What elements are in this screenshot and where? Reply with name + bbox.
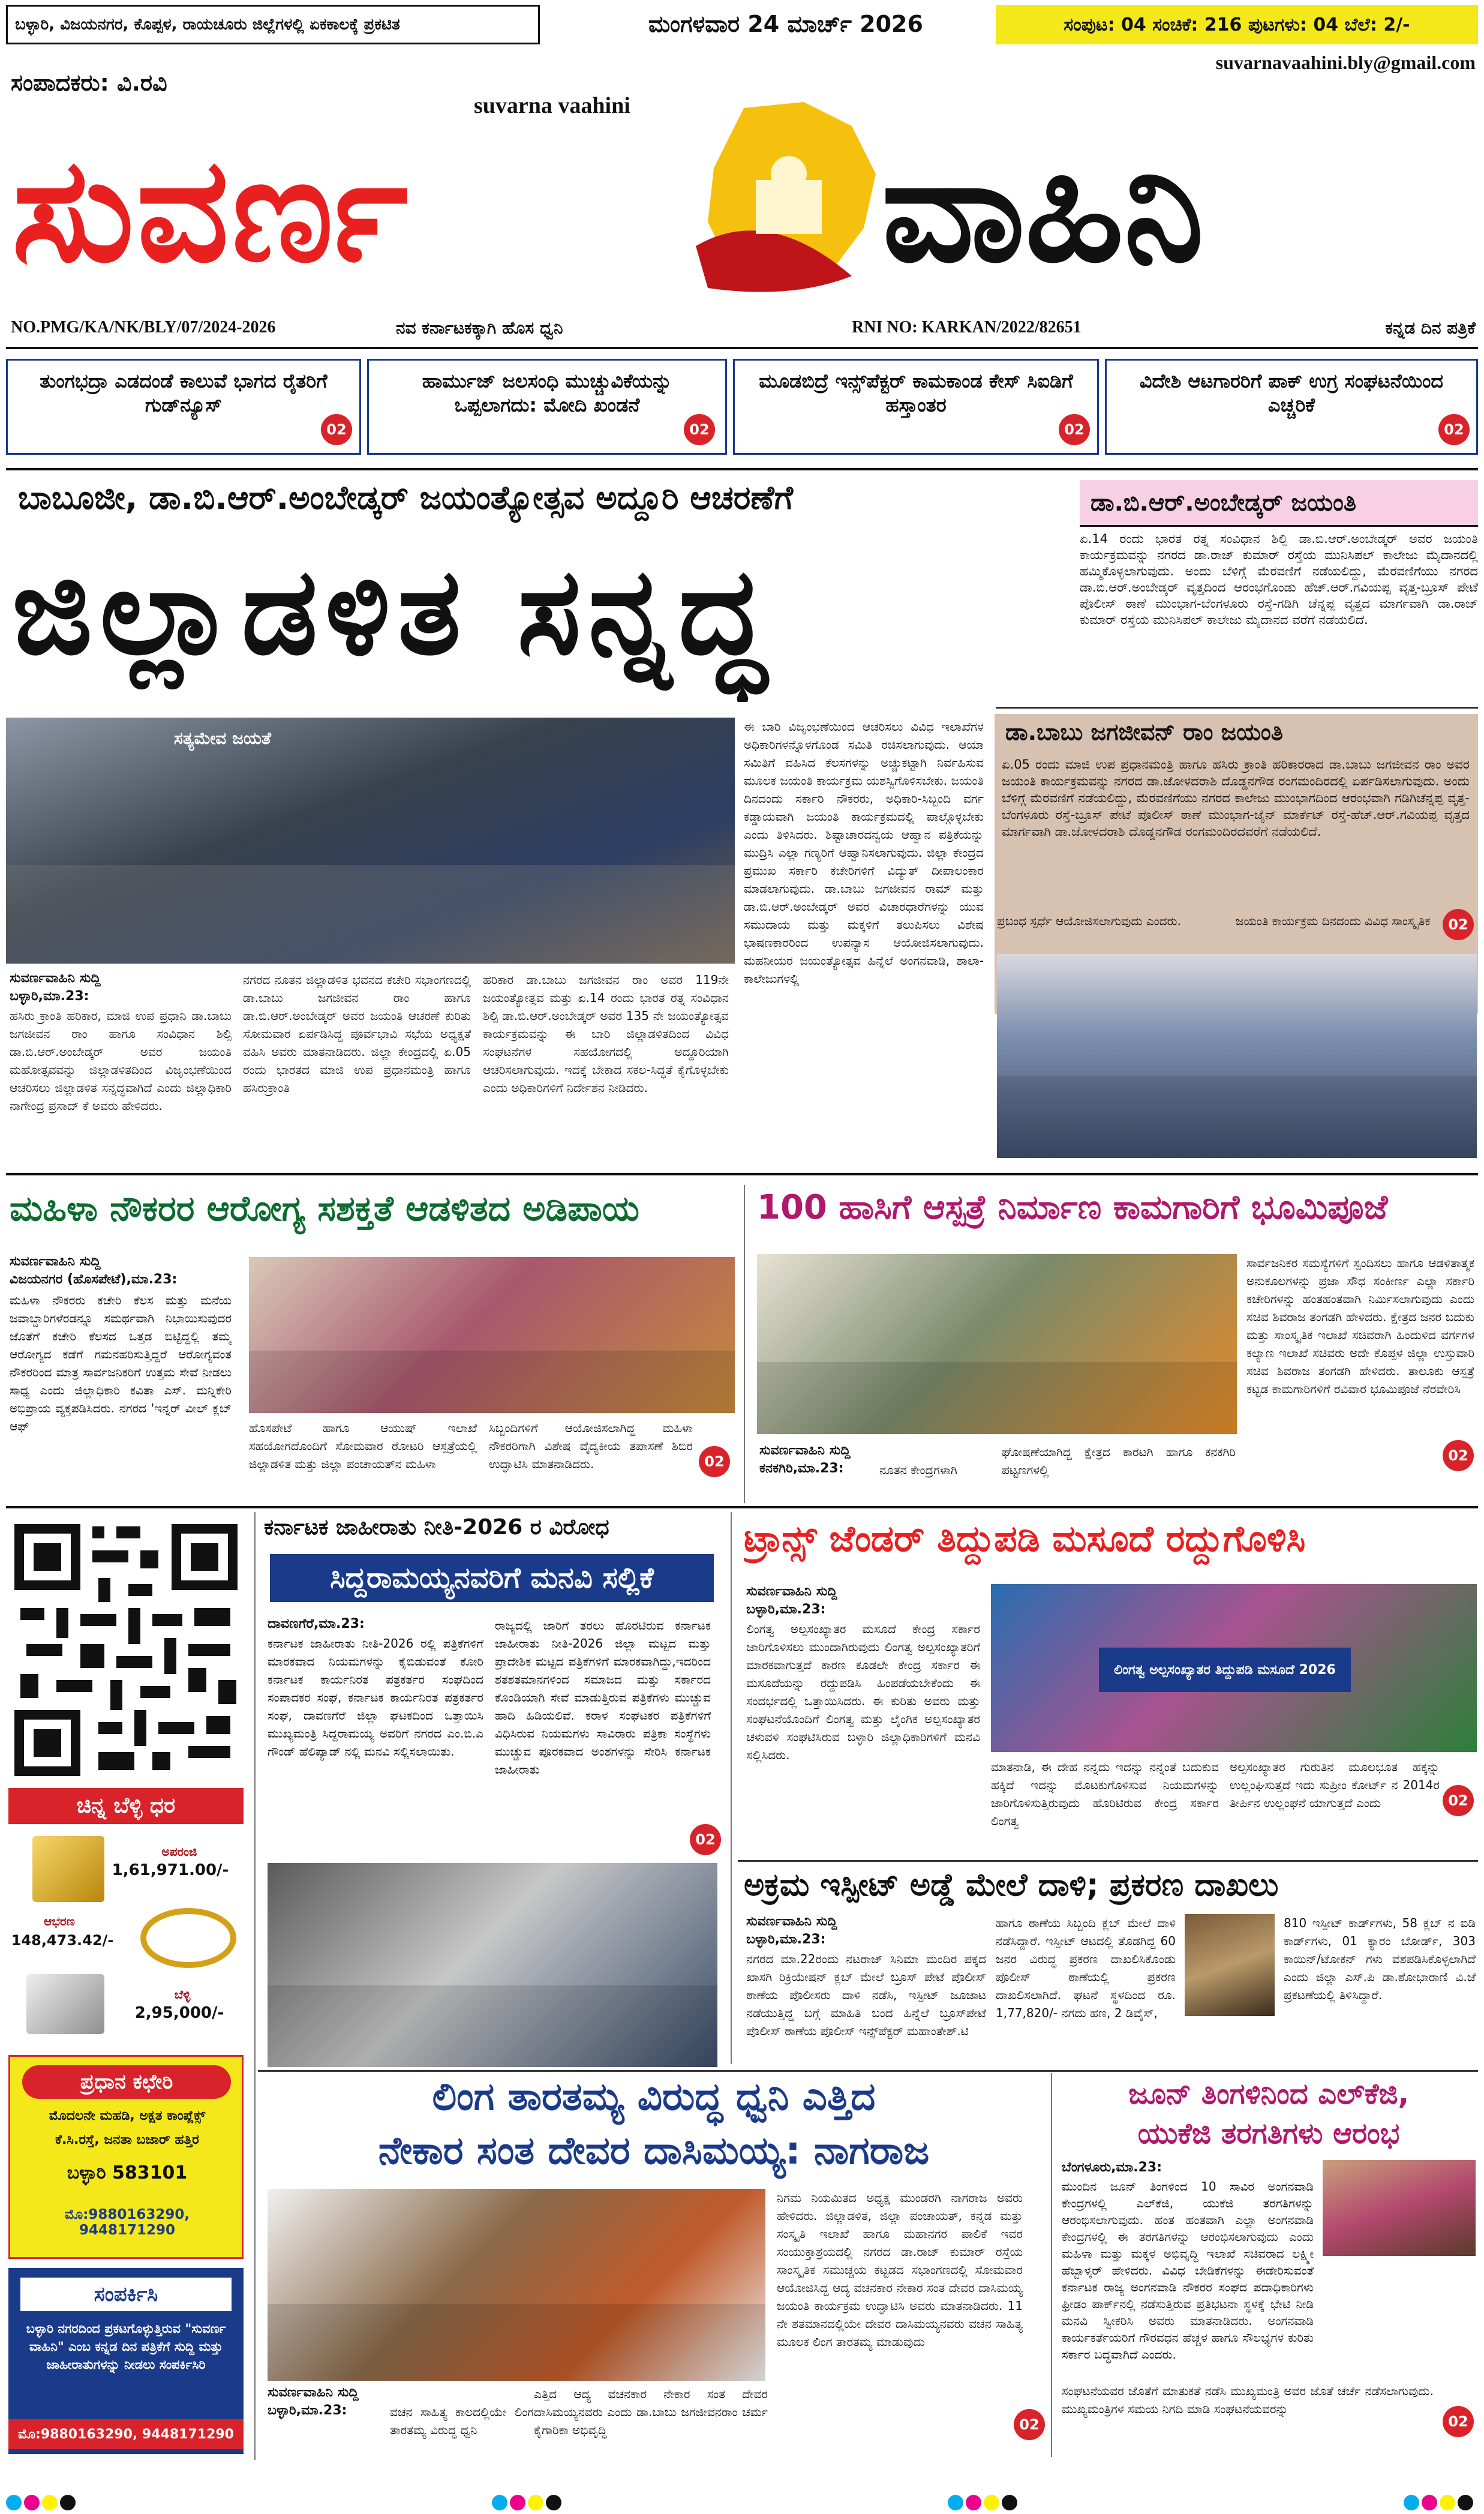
head-office-city: ಬಳ್ಳಾರಿ 583101 — [67, 2162, 188, 2183]
print-dot-yellow-2 — [528, 2495, 543, 2510]
hospital-col-1: ನೂತನ ಕೇಂದ್ರಗಳಾಗಿ — [879, 1463, 957, 1477]
masthead-title-left: ಸುವರ್ಣ — [12, 126, 411, 294]
lkg-headline-1: ಜೂನ್ ತಿಂಗಳಿನಿಂದ ಎಲ್‌ಕೆಜಿ, — [1128, 2077, 1409, 2111]
karnataka-col-1: ಕರ್ನಾಟಕ ಜಾಹೀರಾತು ನೀತಿ-2026 ರಲ್ಲಿ ಪತ್ರಿಕೆಗಳಿಗೆ ಮಾರಕವಾದ ನಿಯಮಗಳನ್ನು ಕೈಬಿಡುವಂತೆ ಕೋರಿ ಕರ್ನಾಟಕ ಕಾರ್ಯನಿರತ ಪತ್ರಕರ್ತರ ಸಂಘದಿಂದ ಸಂಪಾದಕರ ಸಂಘ, ಕರ್ನಾಟಕ ಕಾರ್ಯನಿರತ ಪತ್ರಕರ್ತರ ಸಂಘ, ದಾವಣಗೆರೆ ಜಿಲ್ಲಾ ಘಟಕದಿಂದ ಒತ್ತಾಯಿಸಿ ಮುಖ್ಯಮಂತ್ರಿ ಸಿದ್ದರಾಮಯ್ಯ ಅವರಿಗೆ ನಗರದ ಎಂ.ಬಿ.ಎ ಗೌಂಡ್ ಹೆಲಿಪ್ಯಾಡ್ ನಲ್ಲಿ ಮನವಿ ಸಲ್ಲಿಸಲಾಯಿತು. — [268, 1636, 483, 1759]
linga-headline-1: ಲಿಂಗ ತಾರತಮ್ಯ ವಿರುದ್ಧ ಧ್ವನಿ ಎತ್ತಿದ — [432, 2075, 876, 2119]
linga-col-2: ಎತ್ತಿದ ಆದ್ಯ ವಚನಕಾರ ನೇಕಾರ ಸಂತ ದೇವರ ದಾಸಿಮಯ್ಯನವರು ಎಂದು ಡಾ.ಬಾಬು ಜಗಜೀವನರಾಂ ಚರ್ಮ ಕೈಗಾರಿಕಾ ಅಭಿವೃದ್ಧಿ — [534, 2387, 768, 2437]
women-dateline: ವಿಜಯನಗರ (ಹೊಸಪೇಟೆ),ಮಾ.23: — [10, 1272, 178, 1287]
silver-label: ಬೆಳ್ಳಿ — [174, 1987, 191, 2002]
rni-number: RNI NO: KARKAN/2022/82651 — [852, 318, 1082, 337]
hospital-headline: 100 ಹಾಸಿಗೆ ಆಸ್ಪತ್ರೆ ನಿರ್ಮಾಣ ಕಾಮಗಾರಿಗೆ ಭೂಮಿಪೂಜೆ — [757, 1188, 1388, 1227]
women-col-1: ಮಹಿಳಾ ನೌಕರರು ಕಚೇರಿ ಕೆಲಸ ಮತ್ತು ಮನೆಯ ಜವಾಬ್ದಾರಿಗಳೆರಡನ್ನೂ ಸಮರ್ಥವಾಗಿ ನಿಭಾಯಿಸುವುದರ ಜೊತೆಗೆ ಕಚೇರಿ ಕೆಲಸದ ಒತ್ತಡ ಬಿಟ್ಟಿದ್ದಲ್ಲಿ ತಮ್ಮ ಆರೋಗ್ಯದ ಕಡೆಗೆ ಗಮನಹರಿಸುತ್ತಿದ್ದರೆ ಆರೋಗ್ಯವಂತ ನೌಕರರಿಂದ ಮಾತ್ರ ಸಾರ್ವಜನಿಕರಿಗೆ ಉತ್ತಮ ಸೇವೆ ನೀಡಲು ಸಾಧ್ಯ ಎಂದು ಜಿಲ್ಲಾಧಿಕಾರಿ ಕವಿತಾ ಎಸ್. ಮನ್ನಿಕೇರಿ ಅಭಿಪ್ರಾಯ ವ್ಯಕ್ತಪಡಿಸಿದರು. ನಗರದ 'ಇನ್ನರ್ ವೀಲ್ ಕ್ಲಬ್ ಆಫ್ — [10, 1293, 232, 1433]
print-dot-yellow-3 — [984, 2495, 999, 2510]
karnataka-col-2: ರಾಜ್ಯದಲ್ಲಿ ಜಾರಿಗೆ ತರಲು ಹೊರಟಿರುವ ಕರ್ನಾಟಕ ಜಾಹೀರಾತು ನೀತಿ-2026 ಜಿಲ್ಲಾ ಮಟ್ಟದ ಮತ್ತು ಪ್ರಾದೇಶಿಕ ಮಟ್ಟದ ಪತ್ರಿಕೆಗಳಿಗೆ ಮಾರಕವಾಗಿದ್ದು,ಇದರಿಂದ ಶತಶತಮಾನಗಳಿಂದ ಸಮಾಜದ ಮತ್ತು ಸರ್ಕಾರದ ಕೊಂಡಿಯಾಗಿ ಸೇವೆ ಮಾಡುತ್ತಿರುವ ಪತ್ರಿಕೆಗಳು ಮುಚ್ಚುವ ಹಾದಿ ಹಿಡಿಯಲಿವೆ. ಕರಾಳ ಸಂಘಟಕರ ಪತ್ರಿಕೆಗಳಿಗೆ ವಿಧಿಸಿರುವ ನಿಯಮಗಳು ಸಾವಿರಾರು ಪತ್ರಿಕಾ ಸಂಸ್ಥೆಗಳು ಮುಚ್ಚುವ ಪೂರಕವಾದ ಅಂಶಗಳನ್ನು ಸೇರಿಸಿ ಕರ್ನಾಟಕ ಜಾಹೀರಾತು — [495, 1618, 711, 1777]
raid-col-2: ಹಾಗೂ ಠಾಣೆಯ ಸಿಬ್ಬಂದಿ ಕ್ಲಬ್ ಮೇಲೆ ದಾಳಿ ನಡೆಸಿದ್ದಾರೆ. ಇಸ್ಪೀಟ್ ಆಟದಲ್ಲಿ ತೊಡಗಿದ್ದ 60 ಜನರ ವಿರುದ್ಧ ಪ್ರಕರಣ ದಾಖಲಿಸಿಕೊಂಡು ಪೊಲೀಸ್ ಠಾಣೆಯಲ್ಲಿ ಪ್ರಕರಣ ದಾಖಲಿಸಲಾಗಿದೆ. ಘಟನೆ ಸ್ಥಳದಿಂದ ರೂ. 1,77,820/- ನಗದು ಹಣ, 2 ಡಿವೈಸ್, — [996, 1916, 1176, 2020]
daily-label: ಕನ್ನಡ ದಿನ ಪತ್ರಿಕೆ — [1385, 318, 1476, 338]
raid-sp-photo — [1185, 1914, 1275, 2016]
women-photo — [249, 1257, 735, 1413]
transgender-photo-banner: ಲಿಂಗತ್ವ ಅಲ್ಪಸಂಖ್ಯಾತರ ತಿದ್ದುಪಡಿ ಮಸೂದೆ 2026 — [1099, 1648, 1351, 1692]
women-headline: ಮಹಿಳಾ ನೌಕರರ ಆರೋಗ್ಯ ಸಶಕ್ತತೆ ಆಡಳಿತದ ಅಡಿಪಾಯ — [10, 1188, 639, 1229]
lead-kicker: ಬಾಬೂಜೀ, ಡಾ.ಬಿ.ಆರ್.ಅಂಬೇಡ್ಕರ್ ಜಯಂತ್ಯೋತ್ಸವ ಅದ್ದೂರಿ ಆಚರಣೆಗೆ — [18, 479, 794, 517]
lead-col-3: ಹರಿಕಾರ ಡಾ.ಬಾಬು ಜಗಜೀವನ ರಾಂ ಅವರ 119ನೇ ಜಯಂತ್ಯೋತ್ಸವ ಮತ್ತು ಏ.14 ರಂದು ಭಾರತ ರತ್ನ ಸಂವಿಧಾನ ಶಿಲ್ಪಿ ಡಾ.ಬಿ.ಆರ್.ಅಂಬೇಡ್ಕರ್ ಅವರ 135 ನೇ ಜಯಂತ್ಯೋತ್ಸವ ಕಾರ್ಯಕ್ರಮವನ್ನು ಈ ಬಾರಿ ಜಿಲ್ಲಾಡಳಿತದಿಂದ ವಿವಿಧ ಸಂಘಟನೆಗಳ ಸಹಯೋಗದಲ್ಲಿ ಅದ್ದೂರಿಯಾಗಿ ಆಚರಿಸಲಾಗುವುದು. ಇದಕ್ಕೆ ಬೇಕಾದ ಸಕಲ-ಸಿದ್ಧತೆ ಕೈಗೊಳ್ಳಬೇಕು ಎಂದು ಅಧಿಕಾರಿಗಳಿಗೆ ನಿರ್ದೇಶನ ನೀಡಿದರು. — [483, 973, 729, 1095]
lead-photo-audience — [997, 954, 1477, 1158]
lead-dateline: ಬಳ್ಳಾರಿ,ಮಾ.23: — [10, 989, 89, 1004]
lkg-col-2: ಸಂಘಟನೆಯವರ ಜೊತೆಗೆ ಮಾತುಕತೆ ನಡೆಸಿ ಮುಖ್ಯಮಂತ್ರಿ ಅವರ ಜೊತೆ ಚರ್ಚೆ ನಡೆಸಲಾಗುವುದು. ಮುಖ್ಯಮಂತ್ರಿಗಳ ಸಮಯ ನಿಗದಿ ಮಾಡಿ ಸಂಘಟನೆಯವರನ್ನು — [1062, 2384, 1434, 2416]
print-dot-cyan-2 — [492, 2495, 507, 2510]
karnataka-kicker: ಕರ್ನಾಟಕ ಜಾಹೀರಾತು ನೀತಿ-2026 ರ ವಿರೋಧ — [264, 1515, 609, 1540]
silver-price: 2,95,000/- — [134, 2004, 224, 2022]
transgender-photo — [991, 1584, 1477, 1752]
email: suvarnavaahini.bly@gmail.com — [1215, 52, 1476, 73]
lead-headline: ಜಿಲ್ಲಾಡಳಿತ ಸನ್ನದ್ಧ — [12, 542, 773, 682]
jagjivan-box-title: ಡಾ.ಬಾಬು ಜಗಜೀವನ್ ರಾಂ ಜಯಂತಿ — [1005, 719, 1283, 745]
raid-dateline: ಬಳ್ಳಾರಿ,ಮಾ.23: — [746, 1932, 826, 1947]
print-dot-cyan-3 — [948, 2495, 963, 2510]
lead-col-1: ಹಸಿರು ಕ್ರಾಂತಿ ಹರಿಕಾರ, ಮಾಜಿ ಉಪ ಪ್ರಧಾನಿ ಡಾ.ಬಾಬು ಜಗಜೀವನ ರಾಂ ಹಾಗೂ ಸಂವಿಧಾನ ಶಿಲ್ಪಿ ಡಾ.ಬಿ.ಆರ್.ಅಂಬೇಡ್ಕರ್ ಅವರ ಜಯಂತಿ ಮಹೋತ್ಸವವನ್ನು ಜಿಲ್ಲಾಡಳಿತದಿಂದ ವಿಜೃಂಭಣೆಯಿಂದ ಆಚರಿಸಲು ಜಿಲ್ಲಾಡಳಿತ ಸನ್ನದ್ಧವಾಗಿದೆ ಎಂದು ಜಿಲ್ಲಾಧಿಕಾರಿ ನಾಗೇಂದ್ರ ಪ್ರಸಾದ್ ಕೆ ಅವರು ಹೇಳಿದರು. — [10, 1009, 232, 1113]
editor-name: ಸಂಪಾದಕರು: ವಿ.ರವಿ — [11, 70, 167, 96]
lead-col-2: ನಗರದ ನೂತನ ಜಿಲ್ಲಾಡಳಿತ ಭವನದ ಕಚೇರಿ ಸಭಾಂಗಣದಲ್ಲಿ ಡಾ.ಬಾಬು ಜಗಜೀವನ ರಾಂ ಹಾಗೂ ಡಾ.ಬಿ.ಆರ್.ಅಂಬೇಡ್ಕರ್ ಅವರ ಜಯಂತಿ ಆಚರಣೆ ಕುರಿತು ಸೋಮವಾರ ಏರ್ಪಡಿಸಿದ್ದ ಪೂರ್ವಭಾವಿ ಸಭೆಯ ಅಧ್ಯಕ್ಷತೆ ವಹಿಸಿ ಅವರು ಮಾತನಾಡಿದರು. ಜಿಲ್ಲಾ ಕೇಂದ್ರದಲ್ಲಿ ಏ.05 ರಂದು ಭಾರತದ ಮಾಜಿ ಉಪ ಪ್ರಧಾನಮಂತ್ರಿ ಹಾಗೂ ಹಸಿರುಕ್ರಾಂತಿ — [243, 973, 471, 1095]
print-dot-black-3 — [1002, 2495, 1017, 2510]
hospital-photo — [757, 1254, 1237, 1434]
districts-text: ಬಳ್ಳಾರಿ, ವಿಜಯನಗರ, ಕೊಪ್ಪಳ, ರಾಯಚೂರು ಜಿಲ್ಲೆಗಳಲ್ಲಿ ಏಕಕಾಲಕ್ಕೆ ಪ್ರಕಟಿತ — [15, 15, 400, 34]
contact-title: ಸಂಪರ್ಕಿಸಿ — [20, 2278, 232, 2311]
gold-price: 1,61,971.00/- — [112, 1861, 229, 1879]
print-dot-black-4 — [1458, 2495, 1473, 2510]
lead-photo-banner: ಸತ್ಯಮೇವ ಜಯತೆ — [174, 728, 271, 748]
gold-label: ಅಪರಂಜಿ — [161, 1844, 197, 1859]
postal-reg: NO.PMG/KA/NK/BLY/07/2024-2026 — [11, 318, 276, 337]
silver-bar-icon — [26, 1974, 104, 2034]
gold-silver-rates — [8, 1824, 244, 2052]
raid-col-3: 810 ಇಸ್ಪೀಟ್ ಕಾರ್ಡ್‌ಗಳು, 58 ಕ್ಲಬ್ ನ ಐಡಿ ಕಾರ್ಡ್‌ಗಳು, 01 ಕ್ಯಾರಂ ಬೋರ್ಡ್, 303 ಕಾಯಿನ್/ಟೋಕನ್ ಗಳು ವಶಪಡಿಸಿಕೊಳ್ಳಲಾಗಿದೆ ಎಂದು ಜಿಲ್ಲಾ ಎಸ್.ಪಿ ಡಾ.ಶೋಭಾರಾಣಿ ವಿ.ಜೆ ಪ್ರಕಟಣೆಯಲ್ಲಿ ತಿಳಿಸಿದ್ದಾರೆ. — [1284, 1916, 1476, 2002]
linga-headline-2: ನೇಕಾರ ಸಂತ ದೇವರ ದಾಸಿಮಯ್ಯ: ನಾಗರಾಜ — [378, 2129, 930, 2173]
linga-photo — [268, 2189, 765, 2381]
hospital-col-2: ಘೋಷಣೆಯಾಗಿದ್ದ ಕ್ಷೇತ್ರದ ಕಾರಟಗಿ ಹಾಗೂ ಕನಕಗಿರಿ ಪಟ್ಟಣಗಳಲ್ಲಿ — [1002, 1445, 1236, 1477]
head-office-phone: ಮೊ:9880163290, 9448171290 — [64, 2207, 190, 2238]
women-col-3: ಸಿಬ್ಬಂದಿಗಳಿಗೆ ಆಯೋಜಿಸಲಾಗಿದ್ದ ಮಹಿಳಾ ನೌಕರರಿಗಾಗಿ ವಿಶೇಷ ವೈದ್ಯಕೀಯ ತಪಾಸಣೆ ಶಿಬಿರ ಉದ್ಘಾಟಿಸಿ ಮಾತನಾಡಿದರು. — [489, 1421, 693, 1471]
print-dot-cyan — [6, 2495, 22, 2510]
hospital-page-badge: 02 — [1443, 1440, 1474, 1471]
hospital-byline: ಸುವರ್ಣವಾಹಿನಿ ಸುದ್ದಿ — [759, 1443, 851, 1458]
teaser-3-page-badge: 02 — [1059, 414, 1090, 445]
lead-col-4: ಈ ಬಾರಿ ವಿಜೃಂಭಣೆಯಿಂದ ಆಚರಿಸಲು ವಿವಿಧ ಇಲಾಖೆಗಳ ಅಧಿಕಾರಿಗಳನ್ನೊಳಗೊಂಡ ಸಮಿತಿ ರಚಿಸಲಾಗುವುದು. ಆಯಾ ಸಮಿತಿಗೆ ವಹಿಸಿದ ಕೆಲಸಗಳನ್ನು ಅಚ್ಚುಕಟ್ಟಾಗಿ ನಿರ್ವಹಿಸುವ ಮೂಲಕ ಜಯಂತಿ ಕಾರ್ಯಕ್ರಮ ಯಶಸ್ವಿಗೊಳಿಸಬೇಕು. ಜಯಂತಿ ದಿನದಂದು ಸರ್ಕಾರಿ ನೌಕರರು, ಅಧಿಕಾರಿ-ಸಿಬ್ಬಂದಿ ವರ್ಗ ಕಡ್ಡಾಯವಾಗಿ ಜಯಂತಿ ಕಾರ್ಯಕ್ರಮದಲ್ಲಿ ಪಾಲ್ಗೊಳ್ಳಬೇಕು ಎಂದು ತಿಳಿಸಿದರು. ಶಿಷ್ಟಾಚಾರದನ್ವಯ ಆಹ್ವಾನ ಪತ್ರಿಕೆಯನ್ನು ಮುದ್ರಿಸಿ ಎಲ್ಲಾ ಗಣ್ಯರಿಗೆ ಆಹ್ವಾನಿಸಲಾಗುವುದು. ಜಿಲ್ಲಾ ಕೇಂದ್ರದ ಪ್ರಮುಖ ಸರ್ಕಾರಿ ಕಚೇರಿಗಳಿಗೆ ವಿದ್ಯುತ್ ದೀಪಾಲಂಕಾರ ಮಾಡಲಾಗುವುದು. ಡಾ.ಬಾಬು ಜಗಜೀವನ ರಾಮ್ ಮತ್ತು ಡಾ.ಬಿ.ಆರ್.ಅಂಬೇಡ್ಕರ್ ಅವರ ವಿಚಾರಧಾರೆಗಳನ್ನು ಯುವ ಸಮುದಾಯ ಮತ್ತು ಮಕ್ಕಳಿಗೆ ತಲುಪಿಸಲು ವಿಶೇಷ ಭಾಷಣಕಾರರಿಂದ ಉಪನ್ಯಾಸ ಆಯೋಜಿಸಲಾಗುವುದು. ಮಹನೀಯರ ಜಯಂತ್ಯೋತ್ಸವ ಹಿನ್ನೆಲೆ ಅಂಗನವಾಡಿ, ಶಾಲಾ-ಕಾಲೇಜುಗಳಲ್ಲಿ — [744, 719, 984, 986]
print-dot-magenta-2 — [510, 2495, 525, 2510]
linga-col-1: ವಚನ ಸಾಹಿತ್ಯ ಕಾಲದಲ್ಲಿಯೇ ಲಿಂಗ ತಾರತಮ್ಯ ವಿರುದ್ಧ ಧ್ವನಿ — [390, 2405, 534, 2437]
transgender-dateline: ಬಳ್ಳಾರಿ,ಮಾ.23: — [746, 1602, 826, 1617]
head-office-title: ಪ್ರಧಾನ ಕಛೇರಿ — [22, 2065, 231, 2099]
karnataka-dateline: ದಾವಣಗೆರೆ,ಮಾ.23: — [268, 1616, 365, 1631]
districts-box — [6, 5, 540, 44]
print-dot-yellow — [42, 2495, 58, 2510]
ambedkar-box-title: ಡಾ.ಬಿ.ಆರ್.ಅಂಬೇಡ್ಕರ್ ಜಯಂತಿ — [1080, 480, 1478, 527]
transgender-byline: ಸುವರ್ಣವಾಹಿನಿ ಸುದ್ದಿ — [746, 1584, 837, 1599]
teaser-4-page-badge: 02 — [1438, 414, 1470, 445]
jagjivan-box-text: ಏ.05 ರಂದು ಮಾಜಿ ಉಪ ಪ್ರಧಾನಮಂತ್ರಿ ಹಾಗೂ ಹಸಿರು ಕ್ರಾಂತಿ ಹರಿಕಾರರಾದ ಡಾ.ಬಾಬು ಜಗಜೀವನ ರಾಂ ಅವರ ಜಯಂತಿ ಕಾರ್ಯಕ್ರಮವನ್ನು ನಗರದ ಡಾ.ಜೋಳದರಾಶಿ ದೊಡ್ಡನಗೌಡ ರಂಗಮಂದಿರದಲ್ಲಿ ಏರ್ಪಡಿಸಲಾಗುವುದು. ಅಂದು ಬೆಳಿಗ್ಗೆ ಮೆರವಣಿಗೆ ನಡೆಯಲಿದ್ದು, ಮೆರವಣಿಗೆಯು ನಗರದ ಕಾಲೇಜು ಮುಂಭಾಗದಿಂದ ಆರಂಭವಾಗಿ ಗಡಿಗಿಚೆನ್ನಪ್ಪ ವೃತ್ತ-ಬೆಂಗಳೂರು ರಸ್ತೆ-ಬ್ರೂಸ್ ಪೇಟೆ ಪೊಲೀಸ್ ಠಾಣೆ ಮುಂಭಾಗ-ಜೈನ್ ಮಾರ್ಕೆಟ್ ರಸ್ತೆ-ಹೆಚ್.ಆರ್.ಗವಿಯಪ್ಪ ವೃತ್ತದ ಮಾರ್ಗವಾಗಿ ಡಾ.ಜೋಳದರಾಶಿ ದೊಡ್ಡನಗೌಡ ರಂಗಮಂದಿರದವರೆಗೆ ನಡೆಯಲಿದೆ. — [1002, 757, 1470, 839]
women-page-badge: 02 — [699, 1446, 730, 1477]
raid-headline: ಅಕ್ರಮ ಇಸ್ಪೀಟ್ ಅಡ್ಡೆ ಮೇಲೆ ದಾಳಿ; ಪ್ರಕರಣ ದಾಖಲು — [744, 1867, 1279, 1903]
gold-bar-icon — [32, 1836, 104, 1902]
karnataka-map-logo — [672, 96, 900, 300]
tagline: ನವ ಕರ್ನಾಟಕಕ್ಕಾಗಿ ಹೊಸ ಧ್ವನಿ — [396, 318, 563, 338]
qr-code[interactable] — [8, 1518, 244, 1782]
teaser-1[interactable]: ತುಂಗಭದ್ರಾ ಎಡದಂಡೆ ಕಾಲುವೆ ಭಾಗದ ರೈತರಿಗೆ ಗುಡ್‌ನ್ಯೂಸ್ — [6, 359, 361, 455]
print-dot-yellow-4 — [1440, 2495, 1455, 2510]
linga-page-badge: 02 — [1014, 2409, 1045, 2440]
issue-date: ಮಂಗಳವಾರ 24 ಮಾರ್ಚ್ 2026 — [648, 10, 923, 37]
issue-info: ಸಂಪುಟ: 04 ಸಂಚಿಕೆ: 216 ಪುಟಗಳು: 04 ಬೆಲೆ: 2/- — [996, 5, 1478, 44]
raid-col-1: ನಗರದ ಮಾ.22ರಂದು ನಟರಾಜ್ ಸಿನಿಮಾ ಮಂದಿರ ಪಕ್ಕದ ಖಾಸಗಿ ರಿಕ್ರಿಯೇಷನ್ ಕ್ಲಬ್ ಮೇಲೆ ಬ್ರೂಸ್ ಪೇಟೆ ಪೊಲೀಸ್ ಠಾಣೆಯ ಪೊಲೀಸರು ದಾಳಿ ನಡೆಸಿ, ಇಸ್ಪೀಟ್ ಜೂಜಾಟ ನಡೆಯುತ್ತಿದ್ದ ಬಗ್ಗೆ ಮಾಹಿತಿ ಬಂದ ಹಿನ್ನೆಲೆ ಬ್ರೂಸ್‌ಪೇಟೆ ಪೊಲೀಸ್ ಠಾಣೆಯ ಪೊಲೀಸ್ ಇನ್ಸ್‌ಪೆಕ್ಟರ್ ಮಹಾಂತೇಶ್.ಟಿ — [746, 1952, 986, 2038]
karnataka-page-badge: 02 — [690, 1824, 721, 1855]
lead-photo-meeting — [6, 718, 735, 964]
lkg-headline-2: ಯುಕೆಜಿ ತರಗತಿಗಳು ಆರಂಭ — [1137, 2117, 1400, 2150]
ornament-label: ಆಭರಣ — [44, 1914, 75, 1928]
brand-english: suvarna vaahini — [474, 93, 630, 118]
contact-phone: ಮೊ:9880163290, 9448171290 — [8, 2419, 244, 2449]
teaser-4[interactable]: ವಿದೇಶಿ ಆಟಗಾರರಿಗೆ ಪಾಕ್ ಉಗ್ರ ಸಂಘಟನೆಯಿಂದ ಎಚ್ಚರಿಕೆ — [1105, 359, 1478, 455]
print-dot-magenta-3 — [966, 2495, 981, 2510]
teaser-3[interactable]: ಮೂಡಬಿದ್ರೆ ಇನ್ಸ್‌ಪೆಕ್ಟರ್ ಕಾಮಕಾಂಡ ಕೇಸ್ ಸಿಐಡಿಗೆ ಹಸ್ತಾಂತರ — [733, 359, 1099, 455]
raid-byline: ಸುವರ್ಣವಾಹಿನಿ ಸುದ್ದಿ — [746, 1914, 837, 1929]
contact-ad — [8, 2268, 244, 2454]
women-col-2: ಹೊಸಪೇಟೆ ಹಾಗೂ ಆಯುಷ್ ಇಲಾಖೆ ಸಹಯೋಗದೊಂದಿಗೆ ಸೋಮವಾರ ರೋಟರಿ ಆಸ್ಪತ್ರೆಯಲ್ಲಿ ಜಿಲ್ಲಾಡಳಿತ ಮತ್ತು ಜಿಲ್ಲಾ ಪಂಚಾಯತ್‌ನ ಮಹಿಳಾ — [249, 1421, 477, 1471]
print-dot-black-2 — [546, 2495, 561, 2510]
head-office-addr1: ಮೊದಲನೇ ಮಹಡಿ, ಅಕ್ಷತ ಕಾಂಪ್ಲೆಕ್ಸ್ — [49, 2108, 206, 2123]
lead-col-5: ಪ್ರಬಂಧ ಸ್ಪರ್ಧೆ ಆಯೋಜಿಸಲಾಗುವುದು ಎಂದರು. — [997, 914, 1181, 928]
gold-bangle-icon — [140, 1908, 236, 1968]
gold-silver-title: ಚಿನ್ನ ಬೆಳ್ಳಿ ಧರ — [8, 1788, 244, 1824]
ornament-price: 148,473.42/- — [11, 1932, 114, 1949]
lkg-page-badge: 02 — [1443, 2406, 1474, 2437]
print-dot-black — [60, 2495, 76, 2510]
ambedkar-box-text: ಏ.14 ರಂದು ಭಾರತ ರತ್ನ ಸಂವಿಧಾನ ಶಿಲ್ಪಿ ಡಾ.ಬಿ.ಆರ್.ಅಂಬೇಡ್ಕರ್ ಅವರ ಜಯಂತಿ ಕಾರ್ಯಕ್ರಮವನ್ನು ನಗರದ ಡಾ.ರಾಜ್ ಕುಮಾರ್ ರಸ್ತೆಯ ಮುನಿಸಿಪಲ್ ಕಾಲೇಜು ಮೈದಾನದಲ್ಲಿ ಹಮ್ಮಿಕೊಳ್ಳಲಾಗುವುದು. ಅಂದು ಬೆಳಿಗ್ಗೆ ಮೆರವಣಿಗೆ ನಡೆಯಲಿದ್ದು, ಮೆರವಣಿಗೆಯು ನಗರದ ಡಾ.ಬಿ.ಆರ್.ಅಂಬೇಡ್ಕರ್ ವೃತ್ತದಿಂದ ಆರಂಭಗೊಂಡು ಹೆಚ್.ಆರ್.ಗವಿಯಪ್ಪ ವೃತ್ತ-ಬ್ರೂಸ್ ಪೇಟೆ ಪೊಲೀಸ್ ಠಾಣೆ ಮುಂಭಾಗ-ಬೆಂಗಳೂರು ರಸ್ತೆ-ಗಡಿಗಿ ಚೆನ್ನಪ್ಪ ವೃತ್ತದ ಮಾರ್ಗವಾಗಿ ಡಾ.ರಾಜ್ ಕುಮಾರ್ ರಸ್ತೆಯ ಮುನಿಸಿಪಲ್ ಕಾಲೇಜು ಮೈದಾನದ ವರೆಗೆ ನಡೆಯಲಿದೆ. — [1080, 532, 1478, 627]
lkg-col-1: ಮುಂದಿನ ಜೂನ್ ತಿಂಗಳಿಂದ 10 ಸಾವಿರ ಅಂಗನವಾಡಿ ಕೇಂದ್ರಗಳಲ್ಲಿ ಎಲ್‌ಕೆಜಿ, ಯುಕೆಜಿ ತರಗತಿಗಳನ್ನು ಆರಂಭಿಸಲಾಗುವುದು. ಹಂತ ಹಂತವಾಗಿ ಎಲ್ಲಾ ಅಂಗನವಾಡಿ ಕೇಂದ್ರಗಳಲ್ಲಿ ಈ ತರಗತಿಗಳನ್ನು ಆರಂಭಿಸಲಾಗುವುದು ಎಂದು ಮಹಿಳಾ ಮತ್ತು ಮಕ್ಕಳ ಅಭಿವೃದ್ಧಿ ಇಲಾಖೆ ಸಚಿವರಾದ ಲಕ್ಷ್ಮೀ ಹೆಬ್ಬಾಳ್ಕರ್ ಹೇಳಿದರು. ವಿವಿಧ ಬೇಡಿಕೆಗಳನ್ನು ಈಡೇರಿಸುವಂತೆ ಕರ್ನಾಟಕ ರಾಜ್ಯ ಅಂಗನವಾಡಿ ನೌಕರರ ಸಂಘದ ಪದಾಧಿಕಾರಿಗಳು ಫ್ರೀಡಂ ಪಾರ್ಕ್‌ನಲ್ಲಿ ನಡೆಸುತ್ತಿರುವ ಪ್ರತಿಭಟನಾ ಸ್ಥಳಕ್ಕೆ ಭೇಟಿ ನೀಡಿ ಮನವಿ ಸ್ವೀಕರಿಸಿ ಅವರು ಮಾತನಾಡಿದರು. ಅಂಗನವಾಡಿ ಕಾರ್ಯಕರ್ತೆಯರಿಗೆ ಗೌರವಧನ ಹೆಚ್ಚಳ ಹಾಗೂ ಸೌಲಭ್ಯಗಳ ಕುರಿತು ಸರ್ಕಾರ ಬದ್ಧವಾಗಿದೆ ಎಂದರು. — [1062, 2179, 1314, 2362]
print-dot-cyan-4 — [1404, 2495, 1419, 2510]
transgender-col-3: ಅಲ್ಪಸಂಖ್ಯಾತರ ಗುರುತಿನ ಮೂಲಭೂತ ಹಕ್ಕನ್ನು ಉಲ್ಲಂಘಿಸುತ್ತದೆ ಇದು ಸುಪ್ರೀಂ ಕೋರ್ಟ್ ನ 2014ರ ತೀರ್ಪಿನ ಉಲ್ಲಂಘನೆ ಯಾಗುತ್ತದೆ ಎಂದು — [1230, 1760, 1440, 1810]
karnataka-headline: ಸಿದ್ದರಾಮಯ್ಯನವರಿಗೆ ಮನವಿ ಸಲ್ಲಿಕೆ — [270, 1554, 714, 1602]
lead-page-badge: 02 — [1443, 909, 1474, 940]
lkg-minister-photo — [1323, 2160, 1476, 2256]
transgender-col-1: ಲಿಂಗತ್ವ ಅಲ್ಪಸಂಖ್ಯಾತರ ಮಸೂದೆ ಕೇಂದ್ರ ಸರ್ಕಾರ ಜಾರಿಗೊಳಿಸಲು ಮುಂದಾಗಿರುವುದು ಲಿಂಗತ್ವ ಅಲ್ಪಸಂಖ್ಯಾತರಿಗೆ ಮಾರಕವಾಗುತ್ತದೆ ಕಾರಣ ಕೂಡಲೇ ಕೇಂದ್ರ ಸರ್ಕಾರ ಈ ಮಸೂದೆಯನ್ನು ರದ್ದುಪಡಿಸಿ ಹಿಂಪಡೆಯಬೇಕೆಂದು ಈ ಸಂದರ್ಭದಲ್ಲಿ ಒತ್ತಾಯಿಸಿದರು. ಈ ಕುರಿತು ಅವರು ಮತ್ತು ಸಂಘಟನೆಯೊಂದಿಗೆ ಲಿಂಗತ್ವ ಮತ್ತು ಲೈಂಗಿಕ ಅಲ್ಪಸಂಖ್ಯಾತರ ಚಳುವಳಿ ಸಂಘಟಿಸಿರುವ ಬಳ್ಳಾರಿ ಜಿಲ್ಲಾಧಿಕಾರಿಗಳಿಗೆ ಮನವಿ ಸಲ್ಲಿಸಿದರು. — [746, 1622, 980, 1762]
print-dot-magenta — [24, 2495, 40, 2510]
transgender-headline: ಟ್ರಾನ್ಸ್ ಜೆಂಡರ್ ತಿದ್ದುಪಡಿ ಮಸೂದೆ ರದ್ದುಗೊಳಿಸಿ — [744, 1518, 1306, 1560]
teaser-1-page-badge: 02 — [321, 414, 352, 445]
karnataka-photo — [268, 1863, 717, 2067]
head-office-addr2: ಕೆ.ಸಿ.ರಸ್ತೆ, ಜನತಾ ಬಜಾರ್ ಹತ್ತಿರ — [55, 2132, 199, 2147]
transgender-page-badge: 02 — [1443, 1785, 1474, 1816]
lead-col-6: ಜಯಂತಿ ಕಾರ್ಯಕ್ರಮ ದಿನದಂದು ವಿವಿಧ ಸಾಂಸ್ಕೃತಿಕ — [1236, 914, 1431, 928]
hospital-dateline: ಕನಕಗಿರಿ,ಮಾ.23: — [759, 1461, 844, 1476]
print-dot-magenta-4 — [1422, 2495, 1437, 2510]
linga-byline: ಸುವರ್ಣವಾಹಿನಿ ಸುದ್ದಿ — [268, 2385, 359, 2400]
lkg-dateline: ಬೆಂಗಳೂರು,ಮಾ.23: — [1062, 2160, 1162, 2175]
qr-code-icon — [8, 1518, 244, 1782]
contact-text: ಬಳ್ಳಾರಿ ನಗರದಿಂದ ಪ್ರಕಟಗೊಳ್ಳುತ್ತಿರುವ "ಸುವರ್ಣ ವಾಹಿನಿ" ಎಂಬ ಕನ್ನಡ ದಿನ ಪತ್ರಿಕೆಗೆ ಸುದ್ದಿ ಮತ್ತು ಜಾಹೀರಾತುಗಳನ್ನು ನೀಡಲು ಸಂಪರ್ಕಿಸಿರಿ — [26, 2321, 226, 2372]
transgender-col-2: ಮಾತನಾಡಿ, ಈ ದೇಹ ನನ್ನದು ಇದನ್ನು ನನ್ನಂತೆ ಬದುಕುವ ಹಕ್ಕಿದೆ ಇದನ್ನು ಮೊಟಕುಗೊಳಿಸುವ ನಿಯಮಗಳನ್ನು ಜಾರಿಗೊಳಿಸುತ್ತಿರುವುದು ಹೊರಿಟಿರುವ ಕೇಂದ್ರ ಸರ್ಕಾರ ಲಿಂಗತ್ವ — [991, 1760, 1219, 1828]
linga-dateline: ಬಳ್ಳಾರಿ,ಮಾ.23: — [268, 2403, 347, 2418]
hospital-side-col: ಸಾರ್ವಜನಿಕರ ಸಮಸ್ಯೆಗಳಿಗೆ ಸ್ಪಂದಿಸಲು ಹಾಗೂ ಆಡಳಿತಾತ್ಮಕ ಅನುಕೂಲಗಳನ್ನು ಪ್ರಜಾ ಸೌಧ ಸಂಕೀರ್ಣ ಎಲ್ಲಾ ಸರ್ಕಾರಿ ಕಚೇರಿಗಳನ್ನು ಹಂತಹಂತವಾಗಿ ನಿರ್ಮಿಸಲಾಗುವುದು ಎಂದು ಸಚಿವ ಶಿವರಾಜ ತಂಗಡಗಿ ಹೇಳಿದರು. ಕ್ಷೇತ್ರದ ಜನರ ಬದುಕು ಮತ್ತು ಸಾಂಸ್ಕೃತಿಕ ಇಲಾಖೆ ಸಚಿವರಾಗಿ ಹಿಂದುಳಿದ ವರ್ಗಗಳ ಕಲ್ಯಾಣ ಇಲಾಖೆ ಸಚಿವರು ಅದೇ ಕೊಪ್ಪಳ ಜಿಲ್ಲಾ ಉಸ್ತುವಾರಿ ಸಚಿವ ಶಿವರಾಜ ತಂಗಡಗಿ ಹೇಳಿದರು. ತಾಲೂಕು ಆಸ್ಪತ್ರೆ ಕಟ್ಟಡ ಕಾಮಗಾರಿಗಳಿಗೆ ರವಿವಾರ ಭೂಮಿಪೂಜೆ ನೆರವೇರಿಸಿ — [1246, 1256, 1474, 1396]
linga-col-3: ನಿಗಮ ನಿಯಮಿತದ ಅಧ್ಯಕ್ಷ ಮುಂಡರಗಿ ನಾಗರಾಜ ಅವರು ಹೇಳಿದರು. ಜಿಲ್ಲಾಡಳಿತ, ಜಿಲ್ಲಾ ಪಂಚಾಯತ್, ಕನ್ನಡ ಮತ್ತು ಸಂಸ್ಕೃತಿ ಇಲಾಖೆ ಹಾಗೂ ಮಹಾನಗರ ಪಾಲಿಕೆ ಇವರ ಸಂಯುಕ್ತಾಶ್ರಯದಲ್ಲಿ ನಗರದ ಡಾ.ರಾಜ್ ಕುಮಾರ್ ರಸ್ತೆಯ ಸಾಂಸ್ಕೃತಿಕ ಸಮುಚ್ಚಯ ಕಟ್ಟಡದ ಸಭಾಂಗಣದಲ್ಲಿ ಸೋಮವಾರ ಆಯೋಜಿಸಿದ್ದ ಆದ್ಯ ವಚನಕಾರ ನೇಕಾರ ಸಂತ ದೇವರ ದಾಸಿಮಯ್ಯ ಜಯಂತಿ ಕಾರ್ಯಕ್ರಮ ಉದ್ಘಾಟಿಸಿ ಅವರು ಮಾತನಾಡಿದರು. 11 ನೇ ಶತಮಾನದಲ್ಲಿಯೇ ದೇವರ ದಾಸಿಮಯ್ಯನವರು ವಚನ ಸಾಹಿತ್ಯ ಮೂಲಕ ಲಿಂಗ ತಾರತಮ್ಯ ಮಾಡುವುದು — [777, 2191, 1023, 2349]
teaser-2[interactable]: ಹಾರ್ಮುಜ್ ಜಲಸಂಧಿ ಮುಚ್ಚುವಿಕೆಯನ್ನು ಒಪ್ಪಲಾಗದು: ಮೋದಿ ಖಂಡನೆ — [367, 359, 727, 455]
lead-byline: ಸುವರ್ಣವಾಹಿನಿ ಸುದ್ದಿ — [10, 971, 101, 986]
women-byline: ಸುವರ್ಣವಾಹಿನಿ ಸುದ್ದಿ — [10, 1254, 101, 1269]
head-office-ad — [8, 2055, 244, 2259]
masthead-title-right: ವಾಹಿನಿ — [882, 126, 1204, 294]
teaser-2-page-badge: 02 — [684, 414, 715, 445]
